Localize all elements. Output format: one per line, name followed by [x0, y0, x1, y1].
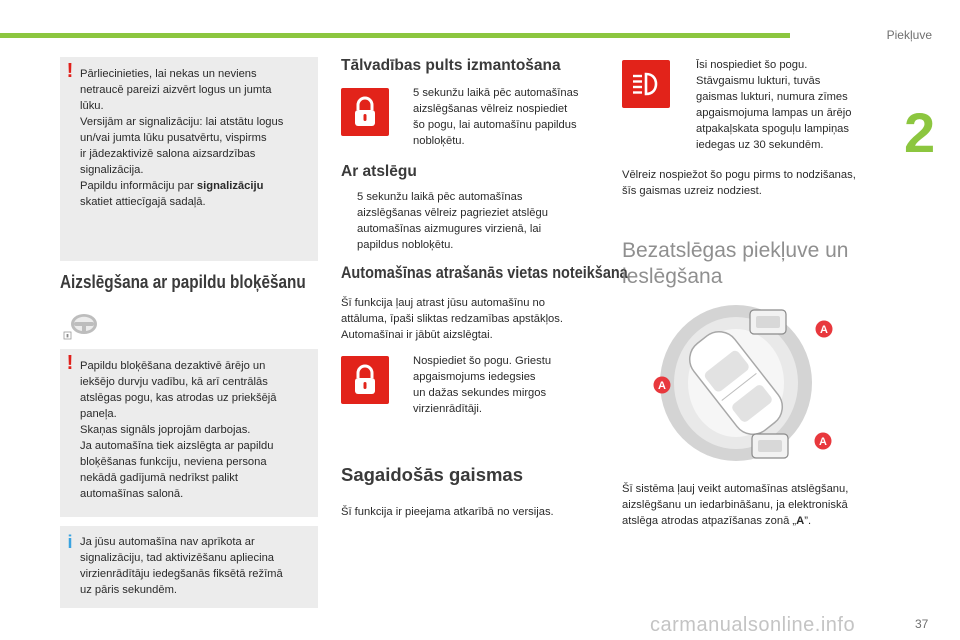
key-heading: Ar atslēgu: [341, 163, 417, 180]
door-handle-rear: [752, 434, 788, 458]
steering-wheel-icon: [62, 310, 102, 340]
key-step-text: 5 sekunžu laikā pēc automašīnas aizslēgšanas vēlreiz pagrieziet atslēgu automašīnas aizmugures virzienā, lai papildus nobloķētu.: [357, 191, 548, 251]
locating-paragraph: Šī funkcija ļauj atrast jūsu automašīnu no attāluma, īpaši sliktas redzamības apstākļos. Automašīnai ir jābūt aizslēgtai.: [341, 297, 563, 341]
locating-heading: Automašīnas atrašanās vietas noteikšana: [341, 263, 628, 282]
svg-text:A: A: [819, 436, 827, 448]
watermark: carmanualsonline.info: [650, 614, 856, 636]
door-handle-front: [750, 310, 786, 334]
deadlock-heading: Aizslēgšana ar papildu bloķēšanu: [60, 272, 306, 292]
chapter-number: 2: [904, 101, 936, 164]
deadlock-warning-text: Papildu bloķēšana dezaktivē ārējo un iekšējo durvju vadību, kā arī centrālās atslēgas pogu, kas atrodas uz priekšējā paneļa. Skaņas signāls joprojām darbojas. Ja automašīna tiek aizslēgta ar papildu bloķēšanas funkciju, neviena persona nekādā gadījumā nedrīkst palikt automašīnas salonā.: [80, 360, 277, 500]
warning-icon: !: [66, 352, 74, 374]
lock-button-icon: [341, 88, 389, 136]
zone-label-bold: A: [796, 515, 805, 527]
keyless-heading: Bezatslēgas piekļuve un ieslēgšana: [622, 239, 849, 288]
guide-lighting-heading: Sagaidošās gaismas: [341, 464, 524, 485]
zone-marker-a-top: [816, 321, 833, 338]
remote-step-text: 5 sekunžu laikā pēc automašīnas aizslēgšanas vēlreiz nospiediet šo pogu, lai automašīnu papildus nobloķētu.: [413, 87, 579, 147]
keyless-zone-diagram: [622, 298, 840, 468]
keyless-paragraph: Šī sistēma ļauj veikt automašīnas atslēgšanu, aizslēgšanu un iedarbināšanu, ja elektroniskā atslēga atrodas atpazīšanas zonā „A”.: [622, 483, 849, 527]
guide-lighting-step-text: Īsi nospiediet šo pogu. Stāvgaismu lukturi, tuvās gaismas lukturi, numura zīmes apgaismojuma lampas un ārējo atpakaļskata spoguļu lampiņas iedegas uz 30 sekundēm.: [696, 59, 852, 151]
section-title: Piekļuve: [886, 28, 932, 42]
warning-icon: !: [66, 60, 74, 82]
guide-lighting-paragraph: Šī funkcija ir pieejama atkarībā no versijas.: [341, 506, 554, 518]
page-number: 37: [915, 617, 929, 631]
lock-button-icon-locate: [341, 356, 389, 404]
info-box-alarm: [60, 526, 318, 608]
svg-text:A: A: [820, 324, 828, 336]
locating-step-text: Nospiediet šo pogu. Griestu apgaismojums iedegsies un dažas sekundes mirgos virzienrādītāji.: [413, 355, 552, 415]
remote-heading: Tālvadības pults izmantošana: [341, 57, 561, 74]
warning-box-deadlock: [60, 349, 318, 517]
zone-marker-a-left: [654, 377, 671, 394]
headlamp-button-icon: [622, 60, 670, 108]
guide-lighting-paragraph-2: Vēlreiz nospiežot šo pogu pirms to nodzišanas, šīs gaismas uzreiz nodziest.: [622, 169, 856, 197]
alarm-link-text: signalizāciju: [196, 180, 264, 192]
zone-marker-a-bottom: [815, 433, 832, 450]
info-icon: i: [67, 532, 73, 552]
svg-text:A: A: [658, 380, 666, 392]
header-bar: [0, 33, 790, 38]
warning-text: Pārliecinieties, lai nekas un neviens netraucē pareizi aizvērt logus un jumta lūku. Versijām ar signalizāciju: lai atstātu logus un/vai jumta lūku pusatvērtu, vispirms ir jādezaktivizē salona aizsardzības signalizācija. Papildu informāciju par signalizāciju skatiet attiecīgajā sadaļā.: [80, 68, 284, 208]
warning-box-windows: [60, 57, 318, 261]
deadlock-info-text: Ja jūsu automašīna nav aprīkota ar signalizāciju, tad aktivizēšanu apliecina virzienrādītāju iedegšanās fiksētā režīmā uz pāris sekundēm.: [80, 536, 283, 596]
